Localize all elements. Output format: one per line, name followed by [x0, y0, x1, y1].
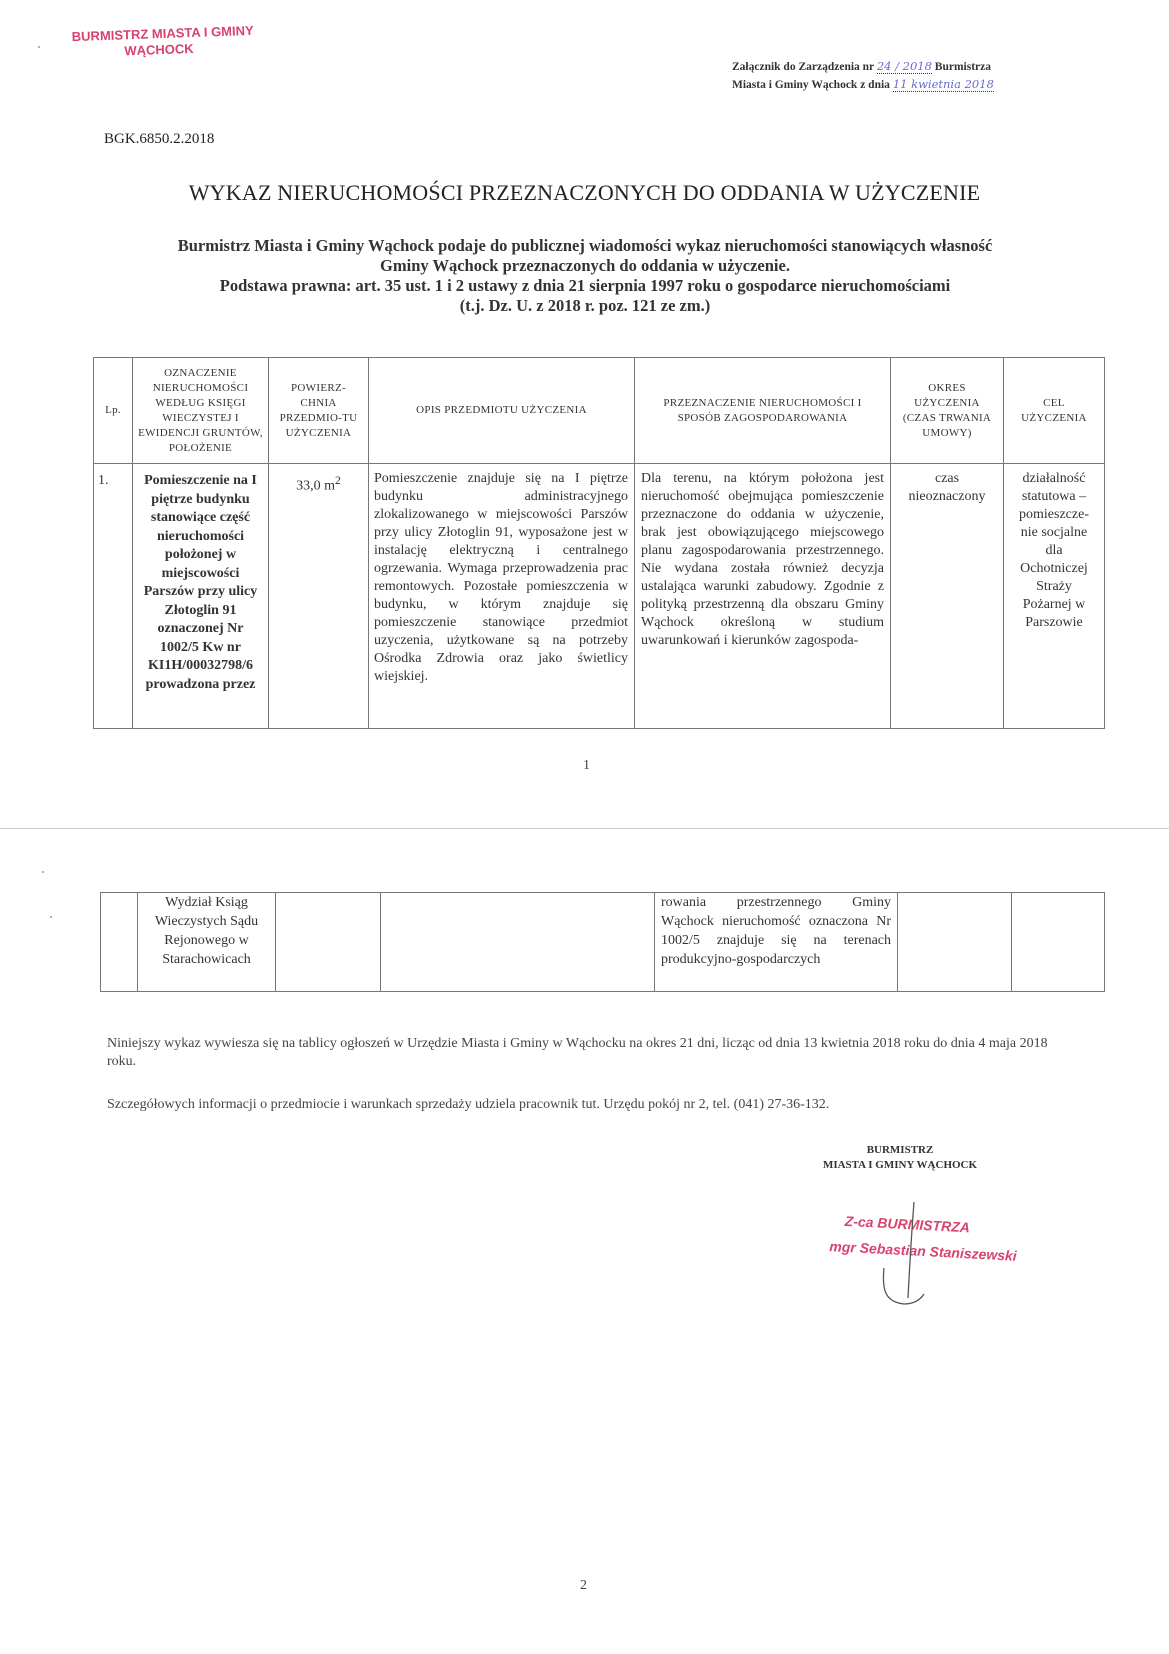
page-separator	[0, 828, 1169, 829]
intro-text	[100, 236, 1070, 316]
reference-number: BGK.6850.2.2018	[104, 131, 215, 147]
row-przeznaczenie: Dla terenu, na którym położona jest nieruchomość obejmująca pomieszczenie przeznaczone do oddania w użyczenie, brak jest obowiązującego miejscowego planu zagospodarowania przestrzennego. Nie wydana została również decyzja ustalająca warunki zabudowy. Zgodnie z polityką przestrzenną dla obszaru Gminy Wąchock określoną w studium uwarunkowań i kierunków zagospoda-	[641, 471, 884, 648]
row-oznaczenie: Pomieszczenie na I piętrze budynku stanowiące część nieruchomości położonej w miejscowości Parszów przy ulicy Złotoglin 91 oznaczonej Nr 1002/5 Kw nr KI1H/00032798/6 prowadzona przez	[143, 473, 258, 692]
header-okres: OKRES UŻYCZENIA (CZAS TRWANIA UMOWY)	[891, 358, 1004, 464]
handwritten-signature	[880, 1198, 940, 1318]
scan-speck	[38, 46, 40, 48]
row-okres: czas nieoznaczony	[891, 464, 1004, 729]
handwritten-number: 24 / 2018	[876, 59, 932, 73]
page-number: 1	[583, 758, 590, 773]
scan-speck	[42, 871, 44, 873]
row-powierzchnia	[269, 464, 369, 729]
scan-speck	[50, 916, 52, 918]
row-cel: działalność statutowa – pomieszcze-nie socjalne dla Ochotniczej Straży Pożarnej w Parszowie	[1004, 464, 1105, 729]
issuer-stamp	[71, 23, 254, 61]
intro-line: (t.j. Dz. U. z 2018 r. poz. 121 ze zm.)	[459, 296, 711, 315]
row-przeznaczenie-cell	[635, 464, 891, 729]
notice-text: Niniejszy wykaz wywiesza się na tablicy ogłoszeń w Urzędzie Miasta i Gminy w Wąchocku na okres 21 dni, licząc od dnia 13 kwietnia 2018 roku do dnia 4 maja 2018 roku.	[107, 1036, 1048, 1069]
info-text: Szczegółowych informacji o przedmiocie i warunkach sprzedaży udziela pracownik tut. Urzędu pokój nr 2, tel. (041) 27-36-132.	[107, 1097, 830, 1112]
header-opis: OPIS PRZEDMIOTU UŻYCZENIA	[369, 358, 635, 464]
area-unit-exponent: 2	[335, 474, 341, 487]
header-przeznaczenie: PRZEZNACZENIE NIERUCHOMOŚCI I SPOSÓB ZAGOSPODAROWANIA	[635, 358, 891, 464]
annex-note	[732, 58, 994, 94]
page-title: WYKAZ NIERUCHOMOŚCI PRZEZNACZONYCH DO ODDANIA W UŻYCZENIE	[188, 180, 981, 205]
page-number: 2	[580, 1578, 587, 1593]
intro-line: Podstawa prawna: art. 35 ust. 1 i 2 ustawy z dnia 21 sierpnia 1997 roku o gospodarce nieruchomościami	[219, 276, 951, 295]
signatory-line: BURMISTRZ	[866, 1144, 934, 1156]
header-lp: Lp.	[94, 358, 133, 464]
cont-oznaczenie: Wydział Ksiąg Wieczystych Sądu Rejonowego w Starachowicach	[138, 893, 276, 992]
row-lp: 1.	[94, 464, 133, 729]
annex-label: Miasta i Gminy Wąchock z dnia	[732, 79, 890, 91]
annex-label: Burmistrza	[934, 61, 992, 73]
cont-powierzchnia	[276, 893, 381, 992]
property-table	[93, 357, 1105, 729]
header-cel: CEL UŻYCZENIA	[1004, 358, 1105, 464]
stamp-line: Z-ca BURMISTRZA	[844, 1212, 971, 1236]
annex-label: Załącznik do Zarządzenia nr	[732, 61, 874, 73]
row-opis: Pomieszczenie znajduje się na I piętrze budynku administracyjnego zlokalizowanego w miejscowości Parszów przy ulicy Złotoglin 91, wyposażone jest w instalację elektryczną i centralnego ogrzewania. Wymaga przeprowadzenia prac remontowych. Pozostałe pomieszczenia w budynku, w którym znajduje się pomieszczenie stanowiące przedmiot uzyczenia, użytkowane są na potrzeby Ośrodka Zdrowia oraz jako świetlicy wiejskiej.	[369, 464, 635, 729]
header-oznaczenie: OZNACZENIE NIERUCHOMOŚCI WEDŁUG KSIĘGI WIECZYSTEJ I EWIDENCJI GRUNTÓW, POŁOŻENIE	[133, 358, 269, 464]
stamp-line: WĄCHOCK	[124, 40, 194, 59]
intro-line: Burmistrz Miasta i Gminy Wąchock podaje do publicznej wiadomości wykaz nieruchomości stanowiących własność	[177, 236, 993, 255]
signatory-line: MIASTA I GMINY WĄCHOCK	[822, 1159, 978, 1171]
cont-cel	[1012, 893, 1105, 992]
cont-lp	[101, 893, 138, 992]
intro-line: Gminy Wąchock przeznaczonych do oddania w użyczenie.	[380, 256, 790, 275]
stamp-line: BURMISTRZ MIASTA I GMINY	[71, 22, 254, 45]
area-value: 33,0 m	[296, 478, 336, 494]
cont-okres	[898, 893, 1012, 992]
property-table-continuation	[100, 892, 1105, 992]
header-powierzchnia: POWIERZ-CHNIA PRZEDMIO-TU UŻYCZENIA	[269, 358, 369, 464]
handwritten-date: 11 kwietnia 2018	[892, 77, 994, 91]
cont-przeznaczenie: rowania przestrzennego Gminy Wąchock nieruchomość oznaczona Nr 1002/5 znajduje się na terenach produkcyjno-gospodarczych	[655, 893, 898, 992]
stamp-line: mgr Sebastian Staniszewski	[829, 1238, 1018, 1264]
row-oznaczenie-cell	[133, 464, 269, 729]
cont-opis	[381, 893, 655, 992]
signatory-title	[800, 1143, 1000, 1173]
